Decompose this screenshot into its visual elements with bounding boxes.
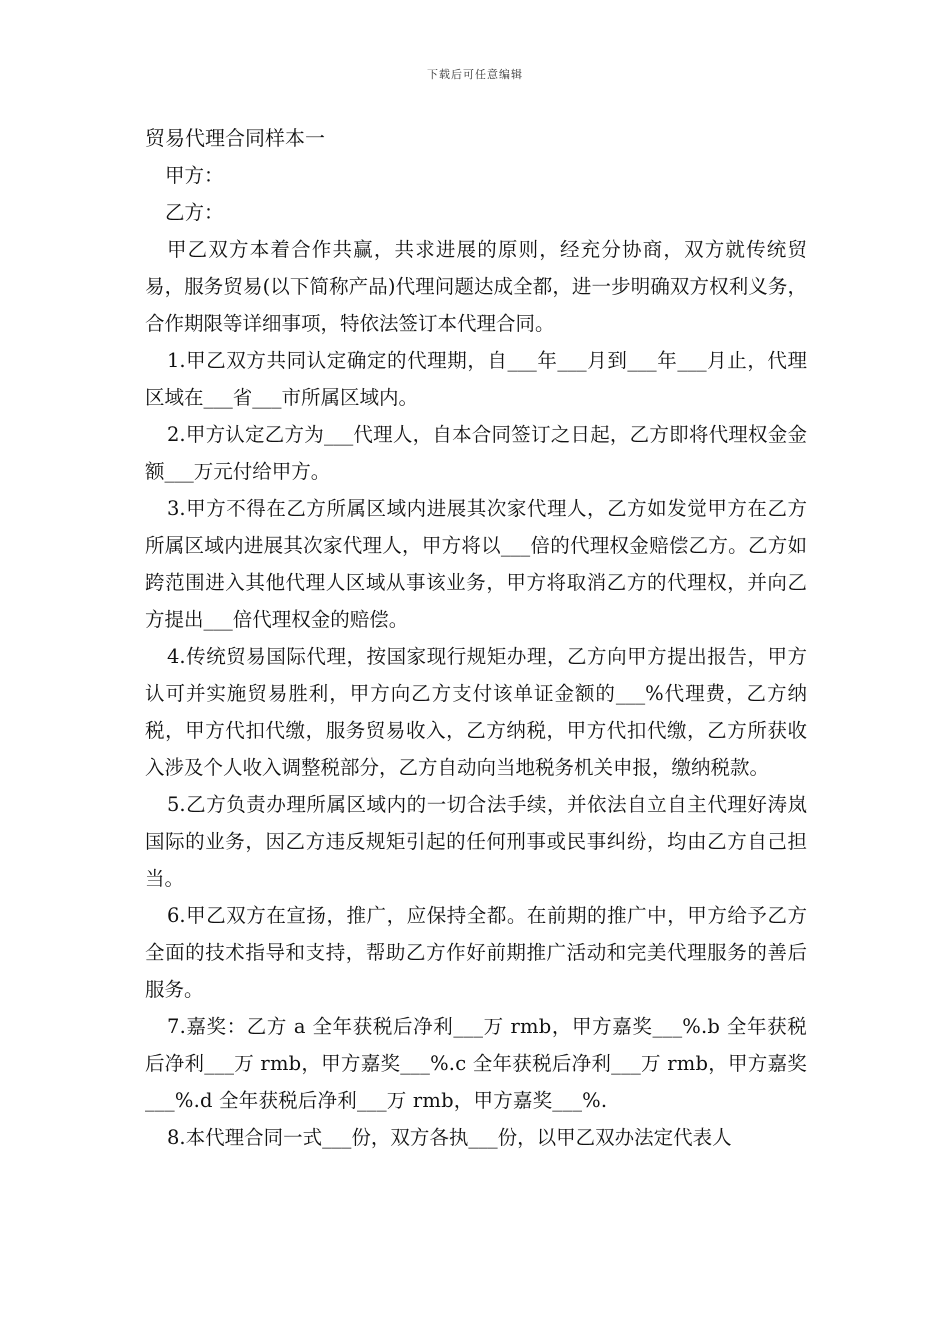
clause-2-paragraph: 2.甲方认定乙方为___代理人，自本合同签订之日起，乙方即将代理权金金额___万元付给甲方。 <box>145 423 807 483</box>
document-title: 贸易代理合同样本一 <box>145 126 325 150</box>
document-body <box>145 116 807 1156</box>
clause-7-paragraph: 7.嘉奖：乙方 a 全年获税后净利___万 rmb，甲方嘉奖___%.b 全年获税后净利___万 rmb，甲方嘉奖___%.c 全年获税后净利___万 rmb，甲方嘉奖___%.d 全年获税后净利___万 rmb，甲方嘉奖___%. <box>145 1015 807 1112</box>
clause-6-paragraph: 6.甲乙双方在宣扬，推广，应保持全都。在前期的推广中，甲方给予乙方全面的技术指导和支持，帮助乙方作好前期推广活动和完美代理服务的善后服务。 <box>145 904 807 1001</box>
clause-5-paragraph: 5.乙方负责办理所属区域内的一切合法手续，并依法自立自主代理好涛岚国际的业务，因乙方违反规矩引起的任何刑事或民事纠纷，均由乙方自己担当。 <box>145 793 807 890</box>
page-header-note: 下载后可任意编辑 <box>427 68 523 81</box>
party-b-label: 乙方： <box>165 201 224 224</box>
clause-3-paragraph: 3.甲方不得在乙方所属区域内进展其次家代理人，乙方如发觉甲方在乙方所属区域内进展其次家代理人，甲方将以___倍的代理权金赔偿乙方。乙方如跨范围进入其他代理人区域从事该业务，甲方将取消乙方的代理权，并向乙方提出___倍代理权金的赔偿。 <box>145 497 807 631</box>
clause-4-paragraph: 4.传统贸易国际代理，按国家现行规矩办理，乙方向甲方提出报告，甲方认可并实施贸易胜利，甲方向乙方支付该单证金额的___%代理费，乙方纳税，甲方代扣代缴，服务贸易收入，乙方纳税，甲方代扣代缴，乙方所获收入涉及个人收入调整税部分，乙方自动向当地税务机关申报，缴纳税款。 <box>145 645 807 779</box>
clause-1-paragraph: 1.甲乙双方共同认定确定的代理期，自___年___月到___年___月止，代理区域在___省___市所属区域内。 <box>145 349 807 409</box>
party-a-label: 甲方： <box>165 164 224 187</box>
clause-8-paragraph: 8.本代理合同一式___份，双方各执___份，以甲乙双办法定代表人 <box>167 1126 732 1149</box>
intro-paragraph: 甲乙双方本着合作共赢，共求进展的原则，经充分协商，双方就传统贸易，服务贸易(以下简称产品)代理问题达成全都，进一步明确双方权利义务，合作期限等详细事项，特依法签订本代理合同。 <box>145 238 807 335</box>
